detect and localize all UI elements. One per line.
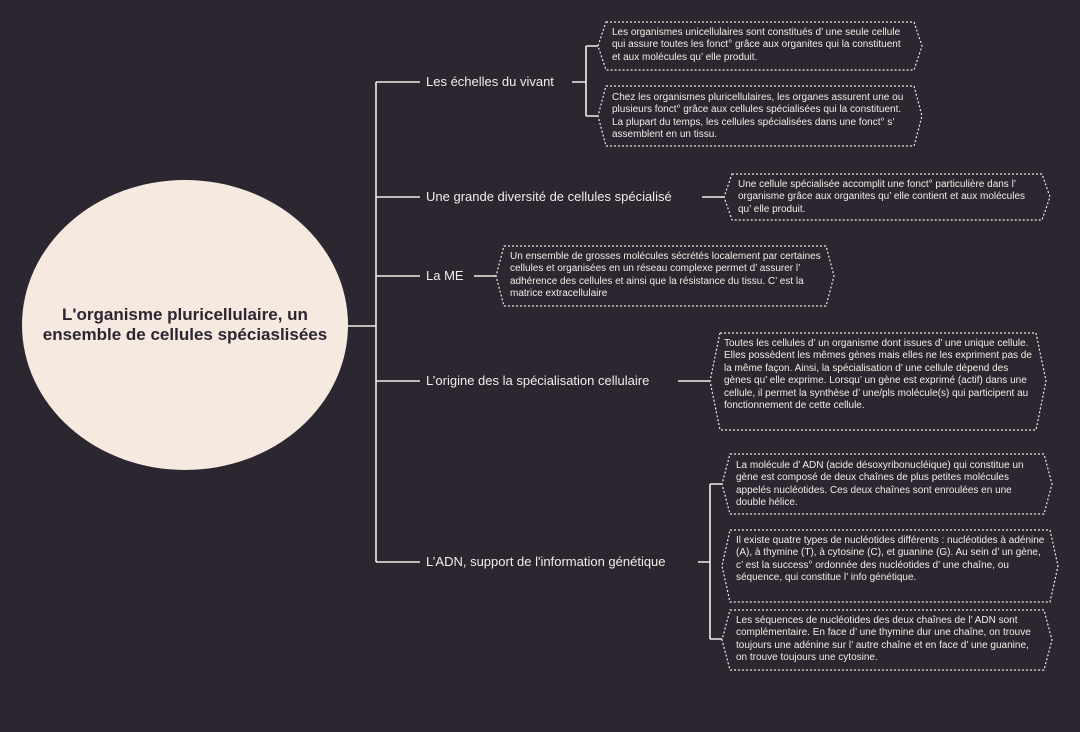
- detail-text: Les organismes unicellulaires sont constitués d’ une seule cellule qui assure toutes les fonct° grâce aux organites qui la constituent et aux molécules qu’ elle produit.: [612, 27, 901, 63]
- detail-pluricellulaires: [598, 86, 922, 146]
- branch-matrice-extracellulaire: La ME: [426, 268, 464, 283]
- detail-text: La molécule d’ ADN (acide désoxyribonucléique) qui constitue un gène est composé de deux chaînes de plus petites molécules appelés nucléotides. Ces deux chaînes sont enroulées en une double hélice.: [736, 460, 1024, 509]
- detail-matrice: [496, 246, 834, 306]
- branch-adn-information-genetique: L’ADN, support de l'information génétique: [426, 554, 666, 569]
- detail-unicellulaires: [598, 22, 922, 70]
- detail-text: Un ensemble de grosses molécules sécrétés localement par certaines cellules et organisées en un réseau complexe permet d’ assurer l’ adhérence des cellules et ainsi que la résistance du tissu. C’ est la matrice extracellulaire: [510, 251, 821, 300]
- branch-echelles-du-vivant: Les échelles du vivant: [426, 74, 554, 89]
- detail-text: Toutes les cellules d’ un organisme dont issues d’ une unique cellule. Elles possèdent les mêmes gènes mais elles ne les expriment pas de la même façon. Ainsi, la spécialisation d’ une cellule dépend des gènes qu’ elle exprime. Lorsqu’ un gène est exprimé (actif) dans une cellule, il permet la synthèse d’ une/pls molécule(s) qui participent au fonctionnement de cette cellule.: [724, 338, 1032, 412]
- root-node: [22, 180, 348, 470]
- detail-cellule-specialisee: [724, 174, 1050, 220]
- detail-text: Chez les organismes pluricellulaires, les organes assurent une ou plusieurs fonct° grâce aux cellules spécialisées qui la constituent. La plupart du temps, les cellules spécialisées dans une fonct° s’ assemblent en un tissu.: [612, 92, 904, 141]
- detail-text: Les séquences de nucléotides des deux chaînes de l’ ADN sont complémentaire. En face d’ une thymine dur une chaîne, on trouve toujours une adénine sur l’ autre chaîne et en face d’ une guanine, on trouve toujours une cytosine.: [736, 615, 1031, 664]
- branch-origine-specialisation: L’origine des la spécialisation cellulaire: [426, 373, 650, 388]
- branch-diversite-cellules: Une grande diversité de cellules spécialisé: [426, 189, 672, 204]
- detail-molecule-adn: [722, 454, 1052, 514]
- detail-origine: [710, 333, 1046, 430]
- root-title: L'organisme pluricellulaire, un ensemble de cellules spéciaslisées: [42, 305, 328, 344]
- detail-complementarite: [722, 610, 1052, 670]
- detail-text: Une cellule spécialisée accomplit une fonct° particulière dans l’ organisme grâce aux organites qu’ elle contient et aux molécules qu’ elle produit.: [738, 179, 1026, 215]
- detail-nucleotides: [722, 530, 1058, 602]
- detail-text: Il existe quatre types de nucléotides différents : nucléotides à adénine (A), à thymine (T), à cytosine (C), et guanine (G). Au sein d’ un gène, c’ est la success° ordonnée des nucléotides d’ une chaîne, ou séquence, qui constitue l’ info génétique.: [736, 535, 1045, 584]
